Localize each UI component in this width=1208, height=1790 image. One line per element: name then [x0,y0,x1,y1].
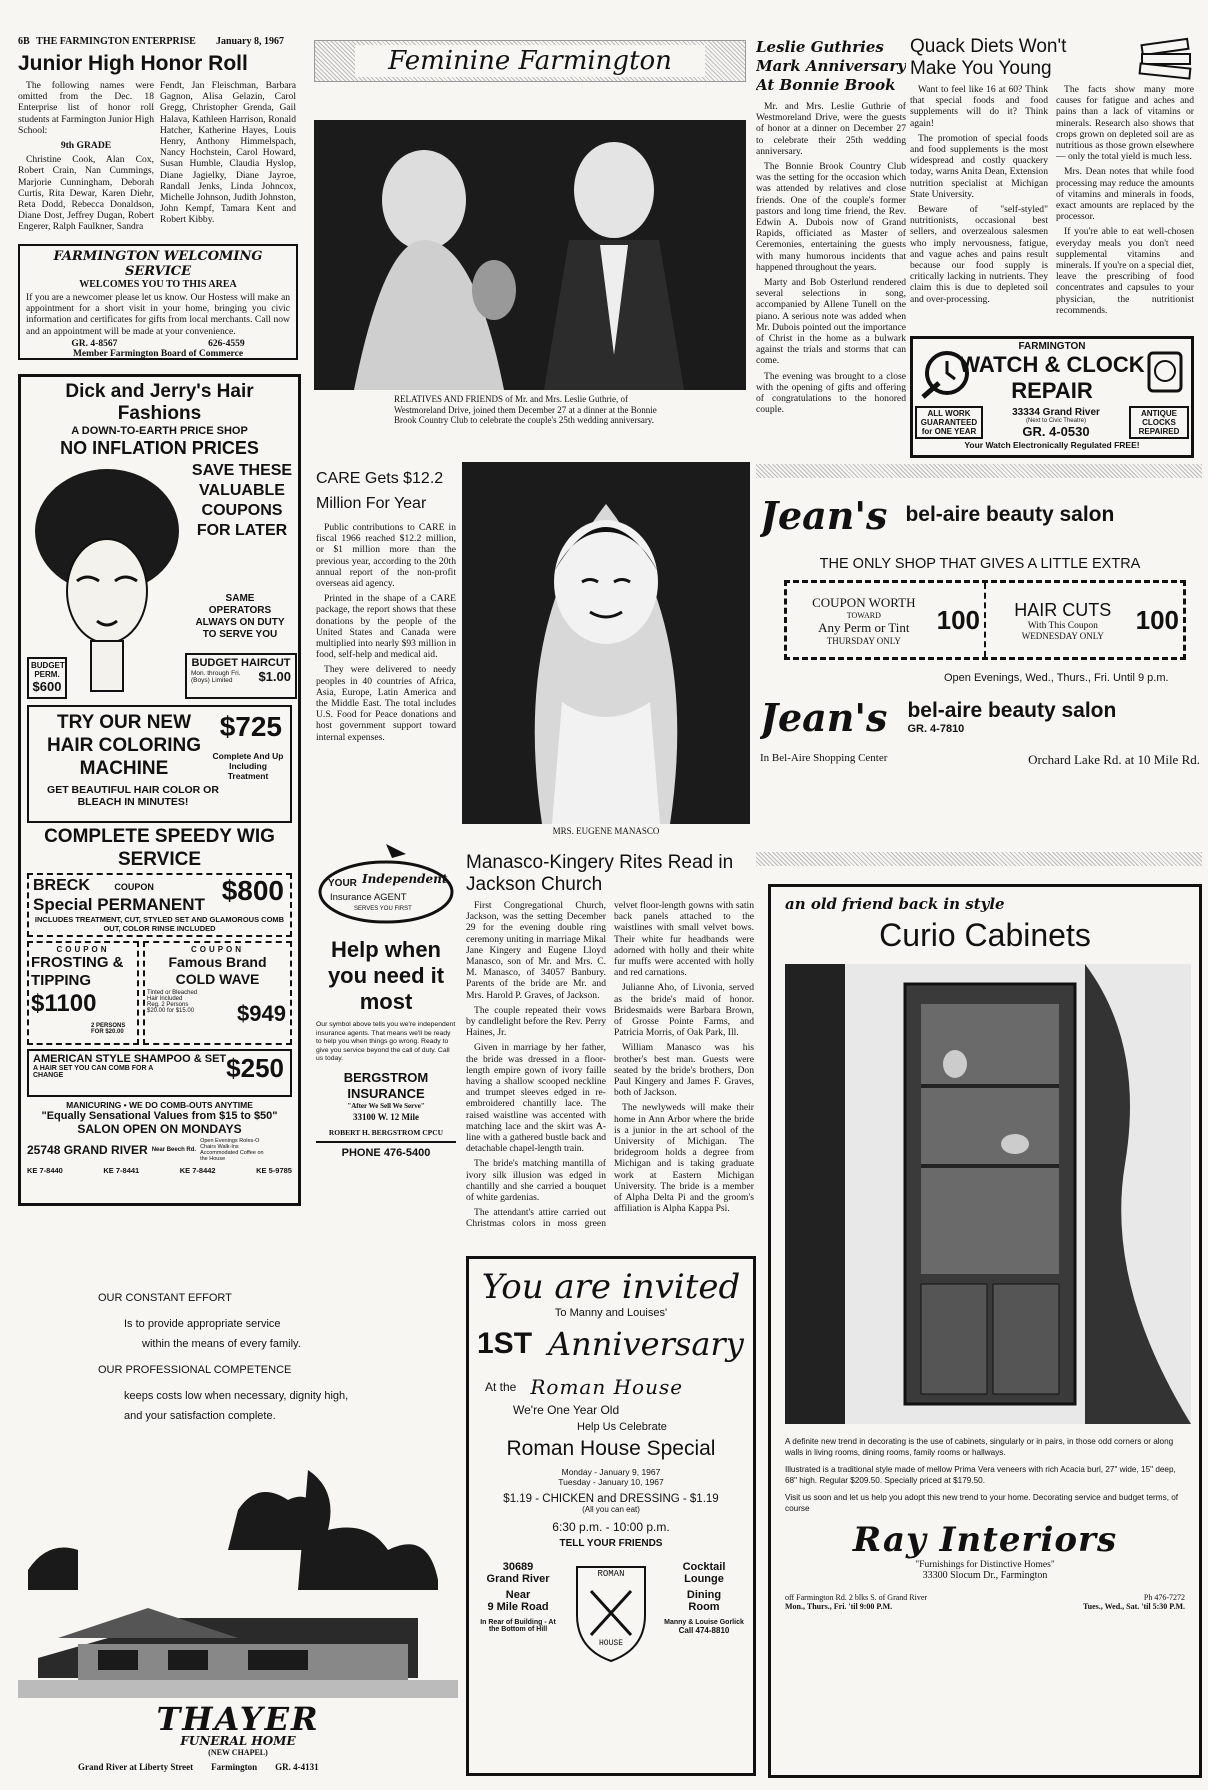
watch-repair-icon [919,345,975,401]
clock-icon [1145,349,1185,395]
book-stack-icon [1138,36,1194,80]
roman-lounge-2: Lounge [684,1573,724,1585]
honor-roll-grade: 9th GRADE [60,140,112,152]
thayer-funeral-home-ad [18,1220,458,1780]
hair-ad-services: MANICURING • WE DO COMB-OUTS ANYTIME [66,1100,253,1110]
roman-date-1: Monday - January 9, 1967 [561,1467,661,1477]
perm-coupon-price: 100 [936,604,980,635]
roman-at: At the [485,1380,517,1394]
insurance-logo-independent: Independent [362,872,448,886]
guthrie-p3: Marty and Bob Osterlund rendered several selections in song, accompanied by Allene Tunell on the piano. A serious note was added when Mr. Dubois pointed out the importance of Christ in the home as a bulwark against the trials and storms that can come. [756,277,906,367]
coloring-price: $725 [219,711,282,742]
manasco-p3: Given in marriage by her father, the bride was dressed in a floor-length empire gown of ivory faille having a shallow scooped neckline and trumpet sleeves edged in re-embroidered chantilly lace. The raised waistline was accented with matching lace and the skirt was A-line with a gathered bustle back and detachable chapel-length train. [466,1042,606,1155]
budget-haircut-price: $1.00 [258,669,291,684]
thayer-line-6: and your satisfaction complete. [124,1410,276,1422]
cold-wave-coupon-label: COUPON [190,945,245,954]
budget-haircut-label: BUDGET HAIRCUT [191,657,291,669]
coloring-sub: GET BEAUTIFUL HAIR COLOR OR BLEACH IN MINUTES! [47,784,219,808]
thayer-sub: FUNERAL HOME [180,1734,296,1748]
cold-wave-note: Tinted or Bleached Hair Included [147,990,198,1002]
bergstrom-insurance-ad [316,842,456,1206]
roman-special: Roman House Special [506,1437,716,1460]
roman-lounge-3: Dining [686,1589,722,1601]
insurance-text: Our symbol above tells you we're independent insurance agents. That means we'll be ready to help you when things go wrong. Ready to give you service beyond the call of duty. Call us today. [316,1021,456,1062]
manasco-p4: The bride's matching mantilla of ivory silk illusion was edged in chantilly and she carried a bouquet of white gardenias. [466,1158,606,1204]
cold-wave-price: $949 [237,1001,286,1026]
divider-band-top [756,464,1202,478]
curio-title: Curio Cabinets [879,917,1091,953]
guthrie-anniversary-article [756,38,906,458]
manasco-p1: First Congregational Church, Jackson, was the setting December 29 for the evening double ring ceremony uniting in marriage Mikal Jane Kingery and Eugene Lloyd Manasco, son of Mr. and Mrs. C. M. Manasco, of 34057 Banbury. Parents of the bride are Mr. and Mrs. Harold P. Graves, of Jackson. [466,900,606,1001]
roman-date-2: Tuesday - January 10, 1967 [558,1477,664,1487]
roman-menu-note: (All you can eat) [582,1505,640,1514]
honor-roll-names-a: Christine Cook, Alan Cox, Robert Crain, Nan Cummings, Marjorie Cunningham, Deborah Curtis, Rita Dewar, Karen Diehr, Reta Dodd, Rebecca Donaldson, Diane Dost, Jeffrey Dugan, Robert Engerer, Ralph Faulkner, Sandra [18,154,154,233]
thayer-line-2: Is to provide appropriate service [124,1318,281,1330]
thayer-line-4: OUR PROFESSIONAL COMPETENCE [98,1364,292,1376]
breck-title: Special PERMANENT [33,895,205,914]
insurance-headline: Help when you need it most [327,937,445,1014]
roman-tell: TELL YOUR FRIENDS [559,1538,663,1549]
insurance-logo-serves: SERVES YOU FIRST [354,906,412,912]
roman-anniversary: Anniversary [548,1325,744,1363]
watch-footer: Your Watch Electronically Regulated FREE! [964,440,1140,450]
roman-house-name: Roman House [530,1375,684,1399]
hair-ad-headline: NO INFLATION PRICES [60,438,259,458]
roman-seal-top: ROMAN [597,1569,625,1579]
watch-town: FARMINGTON [1018,341,1086,352]
roman-addr-4: 9 Mile Road [487,1601,549,1613]
roman-help: Help Us Celebrate [577,1421,667,1433]
budget-haircut-note: Mon. through Fri. (Boys) Limited [191,669,241,684]
roman-first: 1ST [477,1327,533,1360]
roman-menu: $1.19 - CHICKEN and DRESSING - $1.19 [503,1493,719,1505]
shampoo-title: AMERICAN STYLE SHAMPOO & SET [33,1053,227,1065]
jeans-name-top: bel-aire beauty salon [905,503,1115,526]
watch-address-note: (Next to Civic Theatre) [1026,417,1086,424]
frosting-title: FROSTING & TIPPING [31,954,124,989]
perm-coupon-title: COUPON WORTH [812,594,916,610]
care-p1: Public contributions to CARE in fiscal 1966 reached $12.2 million, or $1 million more than the previous year, according to the 20th annual report of the non-profit overseas aid agency. [316,522,456,590]
insurance-agent: ROBERT H. BERGSTROM CPCU [328,1127,444,1137]
welcoming-title: FARMINGTON WELCOMING SERVICE [53,249,263,279]
frosting-coupon [27,941,139,1045]
bride-caption: MRS. EUGENE MANASCO [552,826,660,836]
hair-ad-title: Dick and Jerry's Hair Fashions [65,381,254,424]
jeans-tagline: THE ONLY SHOP THAT GIVES A LITTLE EXTRA [819,556,1141,572]
budget-perm-box [27,657,67,699]
quack-diets-article [910,36,1194,332]
roman-addr-1: 30689 [502,1561,534,1573]
manasco-kingery-article [466,852,754,1252]
roman-phone: Call 474-8810 [678,1626,730,1635]
hair-ad-save: SAVE THESE VALUABLE COUPONS FOR LATER [191,462,293,539]
haircut-coupon-price: 100 [1135,604,1179,635]
hair-ad-phone-1: KE 7-8440 [27,1166,63,1175]
hair-ad-same-operators: SAME OPERATORS ALWAYS ON DUTY TO SERVE YOU [195,593,285,640]
watch-title: WATCH & CLOCK REPAIR [959,352,1145,403]
perm-tint-coupon [787,583,986,657]
quack-p6: If you're able to eat well-chosen everyday meals you don't need supplemental vitamins and minerals. If you're on a special diet, leave the prescribing of food concentrates and capsules to your physician, the nutritionist recommends. [1056,226,1194,316]
welcoming-phone-1: GR. 4-8567 [71,338,118,349]
curio-p1: A definite new trend in decorating is the use of cabinets, singularly or in pairs, in those odd corners or along walls in living rooms, dining rooms, family rooms or hallways. [785,1437,1174,1457]
honor-roll-intro: The following names were omitted from the Dec. 18 Enterprise list of honor roll students at Farmington Junior High School: [18,80,154,136]
watch-clock-repair-ad [910,336,1194,458]
care-article [316,466,456,840]
hair-ad-phone-4: KE 5-9785 [256,1166,292,1175]
guthrie-p1: Mr. and Mrs. Leslie Guthrie of Westmoreland Drive, were the guests of honor at a dinner on December 27 to celebrate their 25th wedding anniversary. [756,101,906,157]
curio-p3: Visit us soon and let us help you adopt this new trend to your home. Decorating service and budget terms, of course [785,1493,1179,1513]
roman-house-ad [466,1256,756,1776]
frosting-coupon-label: COUPON [56,945,110,954]
jeans-phone: GR. 4-7810 [907,723,965,735]
guthrie-title: Leslie Guthries Mark Anniversary At Bonnie Brook [756,38,906,94]
insurance-address: 33100 W. 12 Mile [352,1111,419,1122]
funeral-home-photo [18,1588,458,1698]
perm-coupon-toward: TOWARD [846,610,881,620]
ray-interiors-name: Ray Interiors [852,1520,1118,1560]
wig-service: COMPLETE SPEEDY WIG SERVICE [44,826,275,870]
care-p2: Printed in the shape of a CARE package, the report shows that these donations by the people of the United States and Canada were multiplied into nearly $93 million in food, self-help and medical aid. [316,593,456,661]
thayer-town: Farmington [211,1762,258,1772]
quack-p5: Mrs. Dean notes that while food processing may reduce the amounts of vitamins and minerals in foods, exact amounts are replaced by the processor. [1056,166,1194,223]
welcoming-phone-2: 626-4559 [208,338,245,349]
issue-date: January 8, 1967 [215,36,284,47]
funeral-home-building-illustration [18,1470,458,1590]
quack-p2: The promotion of special foods and food supplements is the most widespread and costly quackery today, warns Anita Dean, Extension nutrition specialist at Michigan State University. [910,132,1048,200]
jeans-logo-top: Jean's [760,492,888,538]
feminine-header-band [314,40,746,82]
roman-lounge-1: Cocktail [682,1561,726,1573]
shampoo-note: A HAIR SET YOU CAN COMB FOR A CHANGE [33,1065,154,1079]
divider-band-middle [756,852,1202,866]
jeans-center: In Bel-Aire Shopping Center [760,752,888,764]
budget-perm-price: $600 [32,679,62,694]
ray-interiors-directions: off Farmington Rd. 2 blks S. of Grand River [785,1593,928,1602]
budget-perm-label: BUDGET PERM. [31,661,65,679]
quack-p4: The facts show many more causes for fatigue and aches and pains than a lack of vitamins or minerals. Research also shows that crops grown on depleted soil are as nutritious as those grown elsewhere — only the total yield is much less. [1056,84,1194,163]
hair-ad-address: 25748 GRAND RIVER [27,1143,148,1157]
roman-owners: Manny & Louise Gorlick [664,1619,744,1626]
care-p3: They were delivered to needy peoples in 40 countries of Africa, Asia, Europe, Latin America and the Middle East. The total includes U.S. Food for Peace donations and host government support toward internal expenses. [316,664,456,743]
ray-interiors-ad [768,884,1202,1778]
breck-coupon-label: COUPON [114,882,154,892]
jeans-name-bottom: bel-aire beauty salon [907,699,1117,722]
roman-seal-bottom: HOUSE [598,1639,623,1648]
curio-p2: Illustrated is a traditional style made of mellow Prima Vera veneers with rich Acacia burl, 27" wide, 15" deep, 68" high. Regular $209.50. Specially priced at $179.50. [785,1465,1176,1485]
hair-ad-values: "Equally Sensational Values from $15 to $50" [41,1110,278,1122]
curio-tagline: an old friend back in style [785,895,1005,913]
hair-ad-mondays: SALON OPEN ON MONDAYS [77,1122,242,1136]
thayer-name: THAYER [156,1700,320,1738]
jeans-logo-bottom: Jean's [760,694,888,740]
haircut-coupon-title: HAIR CUTS [1014,599,1112,620]
cold-wave-title: Famous Brand COLD WAVE [168,954,267,987]
honor-roll-article [18,52,296,240]
honor-roll-title: Junior High Honor Roll [18,52,248,75]
frosting-price: $1100 [31,990,97,1017]
manasco-p2: The couple repeated their vows by candlelight before the Rev. Perry Haines, Jr. [466,1004,606,1039]
ray-interiors-motto: "Furnishings for Distinctive Homes" [915,1560,1055,1570]
paper-name: THE FARMINGTON ENTERPRISE [36,36,196,47]
guthrie-p4: The evening was brought to a close with the opening of gifts and offering of congratulations to the honored couple. [756,370,906,416]
roman-addr-3: Near [505,1589,531,1601]
frosting-note: 2 PERSONS FOR $20.00 [91,1023,126,1035]
cold-wave-coupon [143,941,292,1045]
thayer-line-3: within the means of every family. [142,1338,301,1350]
roman-lounge-4: Room [688,1601,720,1613]
feminine-farmington-section [314,40,746,460]
quack-title: Quack Diets Won't Make You Young [910,36,1067,79]
guthrie-p2: The Bonnie Brook Country Club was the setting for the occasion which was attended by relatives and close friends. One of the couple's former pastors and long time friend, the Rev. Edwin A. Dubois now of Grand Rapids, officiated as Master of Ceremonies, entertaining the guests with many humorous incidents that happened throughout the years. [756,161,906,273]
haircut-coupon-note: With This Coupon [1027,620,1098,631]
welcoming-sub: WELCOMES YOU TO THIS AREA [79,279,237,290]
masthead [18,36,298,50]
feminine-title: Feminine Farmington [355,45,705,77]
thayer-chapel: (NEW CHAPEL) [208,1748,268,1757]
care-title: CARE Gets $12.2 Million For Year [316,470,444,512]
welcoming-service-ad [18,244,298,360]
breck-permanent-coupon [27,873,292,937]
hair-ad-open-note: Open Evenings Roles-O Chairs Walk-Ins Accommodated Coffee on the House [200,1138,264,1162]
roman-year: We're One Year Old [513,1403,620,1417]
jeans-bel-aire-ad [760,484,1200,846]
honor-roll-names-b: Fendt, Jan Fleischman, Barbara Gagnon, Alisa Gelazin, Carol Gregg, Christopher Grenda, Gail Halava, Kathleen Harrison, Ronald Hatcher, Katherine Hayes, Louis Henry, Anthony Himmelspach, Nancy Hochstein, Carol Howard, Susan Humble, Claudia Hyslop, Diane Jagielky, Diane Jayroe, Randall Jenks, Linda Johncox, Michelle Johnson, Judith Johnston, John Kempf, Tamara Kent and Robert Kibby. [160,80,296,226]
roman-to: To Manny and Louises' [554,1307,668,1319]
haircut-coupon-day: WEDNESDAY ONLY [1021,630,1104,641]
quack-p3: Beware of "self-styled" nutritionists, occasional best sellers, and overzealous salesmen who imply nervousness, fatigue, and vague aches and pains result because our food supply is critically lacking in nutrients. They claim this is due to depleted soil and over-processing. [910,204,1048,305]
perm-coupon-item: Any Perm or Tint [818,619,910,635]
jeans-hours: Open Evenings, Wed., Thurs., Fri. Until 9 p.m. [944,672,1169,684]
roman-time: 6:30 p.m. - 10:00 p.m. [552,1520,670,1534]
welcoming-text: If you are a newcomer please let us know. Our Hostess will make an appointment for a short visit in your home, bringing you civic information and certificates for gifts from local merchants. Call now and an appointment will be made at your convenience. [26,292,290,337]
thayer-address: Grand River at Liberty Street [78,1762,194,1772]
roman-invited: You are invited [481,1267,741,1307]
bride-photo [462,462,750,824]
coloring-note: Complete And Up Including Treatment [212,751,284,781]
hair-ad-phone-2: KE 7-8441 [103,1166,140,1175]
thayer-line-5: keeps costs low when necessary, dignity high, [124,1390,349,1402]
anniversary-photo [314,120,746,390]
haircut-coupon [986,583,1183,657]
shampoo-set-box [27,1049,292,1097]
quack-p1: Want to feel like 16 at 60? Think that special foods and food supplements will do it? Think again! [910,84,1048,129]
ray-interiors-address: 33300 Slocum Dr., Farmington [922,1570,1048,1581]
hair-ad-tagline: A DOWN-TO-EARTH PRICE SHOP [71,425,248,437]
shampoo-price: $250 [226,1053,284,1083]
roman-seal [571,1561,651,1665]
coloring-title: TRY OUR NEW HAIR COLORING MACHINE [46,712,202,779]
breck-note: INCLUDES TREATMENT, CUT, STYLED SET AND GLAMOROUS COMB OUT, COLOR RINSE INCLUDED [34,915,285,933]
breck-label: BRECK [33,877,90,894]
insurance-logo-your: YOUR [328,878,357,889]
manasco-p8: The newlyweds will make their home in Ann Arbor where the bride is a junior in the art school of the University of Michigan. The bridegroom holds a degree from Michigan and is taking graduate work at Eastern Michigan University. The bride is a member of Alpha Delta Pi and the groom's affiliation is Alpha Kappa Psi. [614,1102,754,1215]
ray-interiors-hours-1: Mon., Thurs., Fri. 'til 9:00 P.M. [785,1602,893,1611]
insurance-motto: "After We Sell We Serve" [347,1101,425,1110]
cold-wave-note-2: Reg. 2 Persons $20.00 for $15.00 [147,1002,195,1014]
manasco-p6: Julianne Aho, of Livonia, served as the bride's maid of honor. Bridesmaids were Barbara Brown, of Grosse Pointe Farms, and Patricia Morris, of Oak Park, Ill. [614,982,754,1039]
jeans-location: Orchard Lake Rd. at 10 Mile Rd. [1028,752,1200,767]
insurance-phone: PHONE 476-5400 [316,1141,456,1159]
page-number: 6B [18,36,30,47]
roman-addr-2: Grand River [486,1573,550,1585]
manasco-p5: The attendant's attire carried out Christmas colors in moss green velvet floor-length gowns with satin back panels attached to the waistlines with small velvet bows. Their white fur headbands were adorned with holly and their white fur muffs were accented with holly and red carnations. [466,900,754,1230]
anniversary-photo-caption: RELATIVES AND FRIENDS of Mr. and Mrs. Leslie Guthrie, of Westmoreland Drive, joined them December 27 at a dinner at the Bonnie Brook Country Club to celebrate the couple's 25th wedding anniversary. [394,394,657,425]
ray-interiors-hours-2: Tues., Wed., Sat. 'til 5:30 P.M. [1083,1602,1185,1611]
breck-price: $800 [221,875,284,906]
jeans-coupon-strip [784,580,1186,660]
manasco-p7: William Manasco was his brother's best man. Guests were seated by the bride's brothers, Don Paul Kingery and James F. Graves, both of Jackson. [614,1042,754,1099]
roman-rear: In Rear of Building - At the Bottom of Hill [480,1619,556,1633]
watch-guarantee: ALL WORK GUARANTEED for ONE YEAR [915,406,983,439]
curio-cabinet-photo [785,964,1185,1424]
coloring-machine-box [27,705,292,823]
hair-ad-address-note: Near Beech Rd. [151,1147,197,1153]
insurance-company: BERGSTROM INSURANCE [343,1069,429,1101]
watch-phone: GR. 4-0530 [1022,423,1090,439]
thayer-phone: GR. 4-4131 [275,1762,319,1772]
hair-fashions-ad [18,374,301,1206]
watch-antique: ANTIQUE CLOCKS REPAIRED [1129,406,1189,439]
watch-address: 33334 Grand River [1012,406,1100,418]
perm-coupon-day: THURSDAY ONLY [826,635,901,646]
ray-interiors-phone: Ph 476-7272 [1143,1593,1185,1602]
insurance-logo-agent: Insurance AGENT [330,892,407,903]
welcoming-member: Member Farmington Board of Commerce [72,348,244,359]
hair-ad-phone-3: KE 7-8442 [179,1166,216,1175]
thayer-line-1: OUR CONSTANT EFFORT [98,1292,232,1304]
manasco-title: Manasco-Kingery Rites Read in Jackson Church [466,852,734,895]
budget-haircut-box [185,653,297,699]
